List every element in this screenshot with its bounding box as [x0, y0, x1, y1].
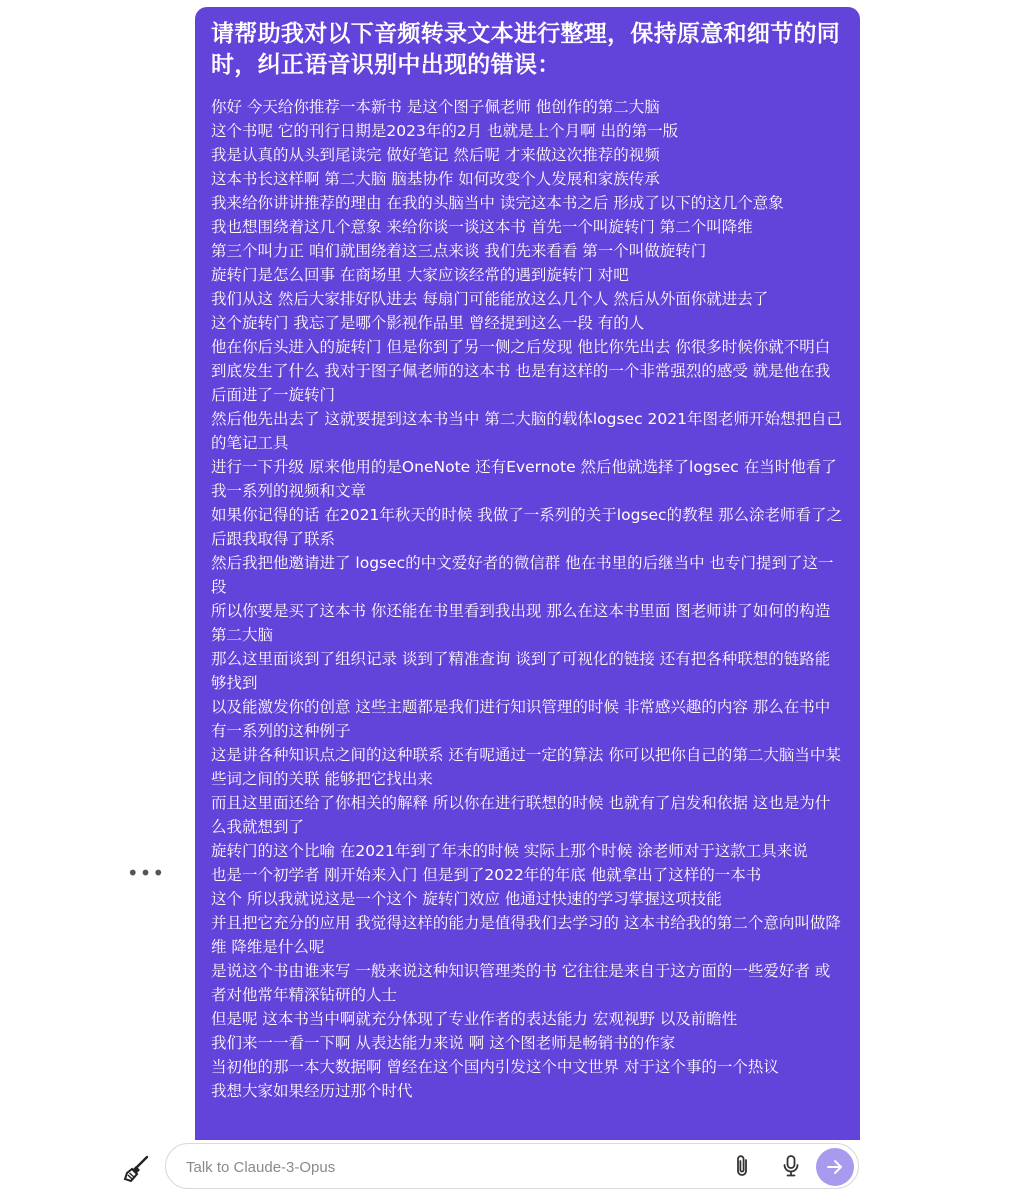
send-button[interactable] [816, 1148, 854, 1186]
transcript-line: 然后他先出去了 这就要提到这本书当中 第二大脑的载体logsec 2021年图老师开始想把自己的笔记工具 [211, 410, 842, 452]
user-message-bubble [195, 7, 860, 1140]
transcript-line: 而且这里面还给了你相关的解释 所以你在进行联想的时候 也就有了启发和依据 这也是为什么我就想到了 [211, 794, 831, 836]
more-horizontal-icon: ••• [126, 861, 166, 885]
transcript-line: 也是一个初学者 刚开始来入门 但是到了2022年的年底 他就拿出了这样的一本书 [211, 866, 762, 884]
clear-context-button[interactable] [121, 1153, 153, 1185]
transcript-line: 进行一下升级 原来他用的是OneNote 还有Evernote 然后他就选择了logsec 在当时他看了我一系列的视频和文章 [211, 458, 837, 500]
paperclip-icon [730, 1153, 756, 1179]
transcript-line: 到底发生了什么 我对于图子佩老师的这本书 也是有这样的一个非常强烈的感受 就是他在我后面进了一旋转门 [211, 362, 831, 404]
transcript-line: 我想大家如果经历过那个时代 [211, 1082, 413, 1100]
transcript-line: 旋转门是怎么回事 在商场里 大家应该经常的遇到旋转门 对吧 [211, 266, 629, 284]
arrow-right-icon [824, 1156, 846, 1178]
transcript-line: 这个书呢 它的刊行日期是2023年的2月 也就是上个月啊 出的第一版 [211, 122, 679, 140]
transcript-line: 这个 所以我就说这是一个这个 旋转门效应 他通过快速的学习掌握这项技能 [211, 890, 722, 908]
transcript-line: 我来给你讲讲推荐的理由 在我的头脑当中 读完这本书之后 形成了以下的这几个意象 [211, 194, 784, 212]
composer-bar [0, 1140, 1010, 1200]
message-more-button[interactable] [126, 860, 166, 886]
message-input-wrapper [165, 1143, 859, 1189]
transcript-line: 我们来一一看一下啊 从表达能力来说 啊 这个图老师是畅销书的作家 [211, 1034, 676, 1052]
transcript-line: 并且把它充分的应用 我觉得这样的能力是值得我们去学习的 这本书给我的第二个意向叫做降维 降维是什么呢 [211, 914, 841, 956]
broom-icon [121, 1153, 153, 1185]
transcript-line: 第三个叫力正 咱们就围绕着这三点来谈 我们先来看看 第一个叫做旋转门 [211, 242, 707, 260]
transcript-line: 旋转门的这个比喻 在2021年到了年末的时候 实际上那个时候 涂老师对于这款工具来说 [211, 842, 808, 860]
transcript-line: 以及能激发你的创意 这些主题都是我们进行知识管理的时候 非常感兴趣的内容 那么在书中有一系列的这种例子 [211, 698, 831, 740]
transcript-line: 如果你记得的话 在2021年秋天的时候 我做了一系列的关于logsec的教程 那么涂老师看了之后跟我取得了联系 [211, 506, 842, 548]
transcript-line: 那么这里面谈到了组织记录 谈到了精准查询 谈到了可视化的链接 还有把各种联想的链路能够找到 [211, 650, 831, 692]
transcript-line: 这是讲各种知识点之间的这种联系 还有呢通过一定的算法 你可以把你自己的第二大脑当中某些词之间的关联 能够把它找出来 [211, 746, 841, 788]
voice-input-button[interactable] [778, 1153, 804, 1179]
transcript-text [211, 95, 844, 1103]
message-heading: 请帮助我对以下音频转录文本进行整理，保持原意和细节的同时，纠正语音识别中出现的错误： [211, 21, 841, 78]
transcript-line: 他在你后头进入的旋转门 但是你到了另一侧之后发现 他比你先出去 你很多时候你就不明白 [211, 338, 831, 356]
transcript-line: 我是认真的从头到尾读完 做好笔记 然后呢 才来做这次推荐的视频 [211, 146, 660, 164]
transcript-line: 但是呢 这本书当中啊就充分体现了专业作者的表达能力 宏观视野 以及前瞻性 [211, 1010, 738, 1028]
transcript-line: 我也想围绕着这几个意象 来给你谈一谈这本书 首先一个叫旋转门 第二个叫降维 [211, 218, 753, 236]
transcript-line: 我们从这 然后大家排好队进去 每扇门可能能放这么几个人 然后从外面你就进去了 [211, 290, 769, 308]
transcript-line: 当初他的那一本大数据啊 曾经在这个国内引发这个中文世界 对于这个事的一个热议 [211, 1058, 779, 1076]
transcript-line: 这本书长这样啊 第二大脑 脑基协作 如何改变个人发展和家族传承 [211, 170, 660, 188]
transcript-line: 是说这个书由谁来写 一般来说这种知识管理类的书 它往往是来自于这方面的一些爱好者 或者对他常年精深钻研的人士 [211, 962, 831, 1004]
message-input[interactable] [184, 1144, 708, 1190]
transcript-line: 你好 今天给你推荐一本新书 是这个图子佩老师 他创作的第二大脑 [211, 98, 660, 116]
transcript-line: 然后我把他邀请进了 logsec的中文爱好者的微信群 他在书里的后继当中 也专门提到了这一段 [211, 554, 834, 596]
transcript-line: 所以你要是买了这本书 你还能在书里看到我出现 那么在这本书里面 图老师讲了如何的构造第二大脑 [211, 602, 831, 644]
attach-button[interactable] [730, 1153, 756, 1179]
transcript-line: 这个旋转门 我忘了是哪个影视作品里 曾经提到这么一段 有的人 [211, 314, 645, 332]
microphone-icon [778, 1153, 804, 1179]
